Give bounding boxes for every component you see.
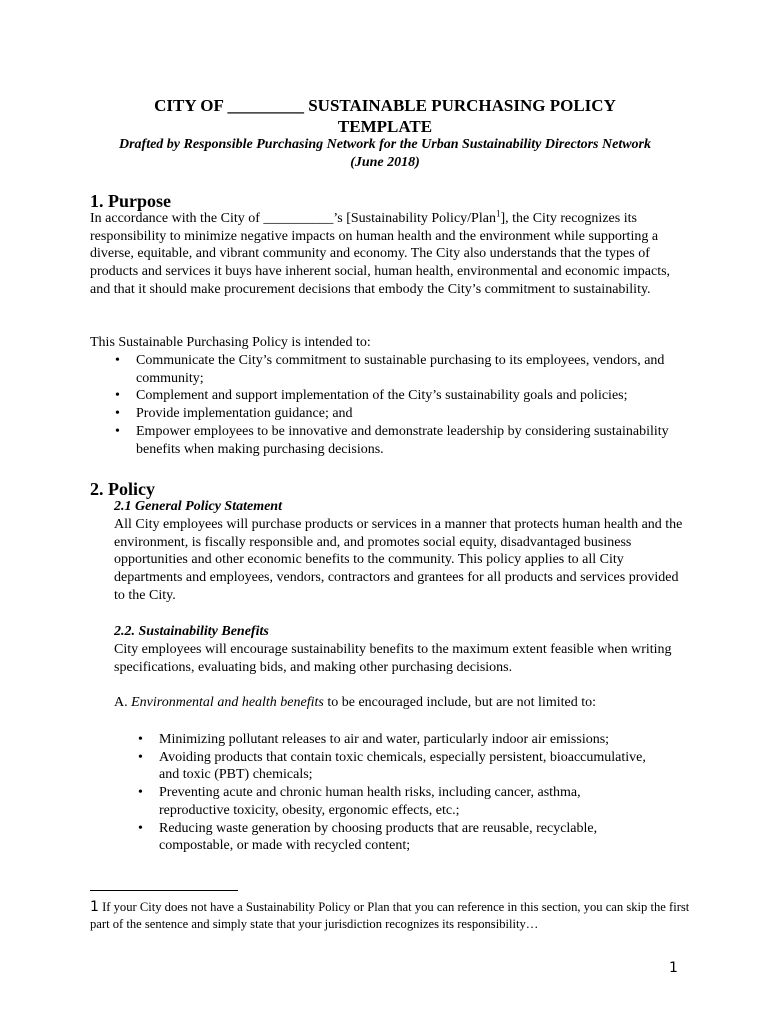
footnote-text: If your City does not have a Sustainability Policy or Plan that you can reference in this section, you can skip the first part of the sentence and simply state that your jurisdiction recognizes its responsibility…	[90, 900, 690, 931]
bullet-icon: •	[138, 785, 143, 801]
list-item: • Communicate the City’s commitment to sustainable purchasing to its employees, vendors, and community;	[115, 353, 665, 386]
bullet-icon: •	[115, 353, 120, 368]
footnote-separator	[90, 890, 238, 891]
title-line-2: TEMPLATE	[337, 117, 433, 136]
sustainability-benefits-heading: 2.2. Sustainability Benefits	[114, 624, 269, 639]
bullet-icon: •	[115, 388, 120, 404]
sustainability-benefits-paragraph: City employees will encourage sustainability benefits to the maximum extent feasible when writing specifications, evaluating bids, and making other purchasing decisions.	[114, 642, 672, 675]
purpose-paragraph	[90, 210, 680, 299]
environmental-bullet-list	[138, 731, 649, 855]
footnote-number: 1	[90, 899, 99, 915]
general-policy-paragraph: All City employees will purchase products or services in a manner that protects human health and the environment, is fiscally responsible and, and promotes social equity, disadvantaged business opportunities and other economic benefits to the community. This policy applies to all City departments and employees, vendors, contractors and grantees for all products and services provided to the City.	[114, 517, 683, 603]
footnote	[90, 899, 690, 933]
env-prefix: A.	[114, 695, 132, 710]
purpose-bullet-list	[115, 352, 676, 458]
list-item: • Minimizing pollutant releases to air and water, particularly indoor air emissions;	[138, 732, 610, 747]
bullet-icon: •	[138, 732, 143, 747]
list-item: • Complement and support implementation of the City’s sustainability goals and policies;	[115, 388, 628, 404]
bullet-icon: •	[115, 406, 120, 422]
subtitle-line-2: (June 2018)	[350, 155, 420, 170]
bullet-icon: •	[138, 749, 143, 765]
footnote-ref[interactable]: 1	[495, 208, 501, 219]
purpose-text-start: In accordance with the City of __________’s [Sustainability Policy/Plan	[90, 211, 496, 226]
environmental-benefits-intro	[114, 694, 686, 712]
purpose-heading: 1. Purpose	[90, 191, 171, 211]
bullet-icon: •	[138, 820, 143, 836]
purpose-text-rest: ], the City recognizes its responsibility to minimize negative impacts on human health and the environment while supporting a diverse, equitable, and vibrant community and economy. The City also understands that the types of products and services it buys have inherent social, human health, environmental and economic impacts, and that it should make procurement decisions that embody the City’s commitment to sustainability.	[90, 211, 671, 297]
list-item: • Reducing waste generation by choosing products that are reusable, recyclable, compostable, or made with recycled content;	[138, 820, 598, 854]
document-title	[90, 95, 680, 137]
list-item: • Avoiding products that contain toxic chemicals, especially persistent, bioaccumulative, and toxic (PBT) chemicals;	[138, 749, 646, 783]
policy-heading: 2. Policy	[90, 479, 155, 499]
list-item: • Empower employees to be innovative and demonstrate leadership by considering sustainability benefits when making purchasing decisions.	[115, 423, 669, 457]
purpose-intro: This Sustainable Purchasing Policy is intended to:	[90, 335, 371, 350]
env-italic-term: Environmental and health benefits	[131, 695, 324, 710]
env-intro-rest: to be encouraged include, but are not limited to:	[323, 695, 596, 710]
list-item: • Preventing acute and chronic human health risks, including cancer, asthma, reproductive toxicity, obesity, ergonomic effects, etc.;	[138, 785, 581, 818]
list-item: • Provide implementation guidance; and	[115, 406, 353, 422]
general-policy-heading: 2.1 General Policy Statement	[114, 499, 282, 514]
subtitle-line-1: Drafted by Responsible Purchasing Network for the Urban Sustainability Directors Network	[118, 137, 652, 152]
title-line-1: CITY OF _________ SUSTAINABLE PURCHASING POLICY	[154, 96, 616, 115]
document-subtitle	[90, 136, 680, 172]
bullet-icon: •	[115, 423, 120, 439]
page-number: 1	[669, 960, 678, 976]
